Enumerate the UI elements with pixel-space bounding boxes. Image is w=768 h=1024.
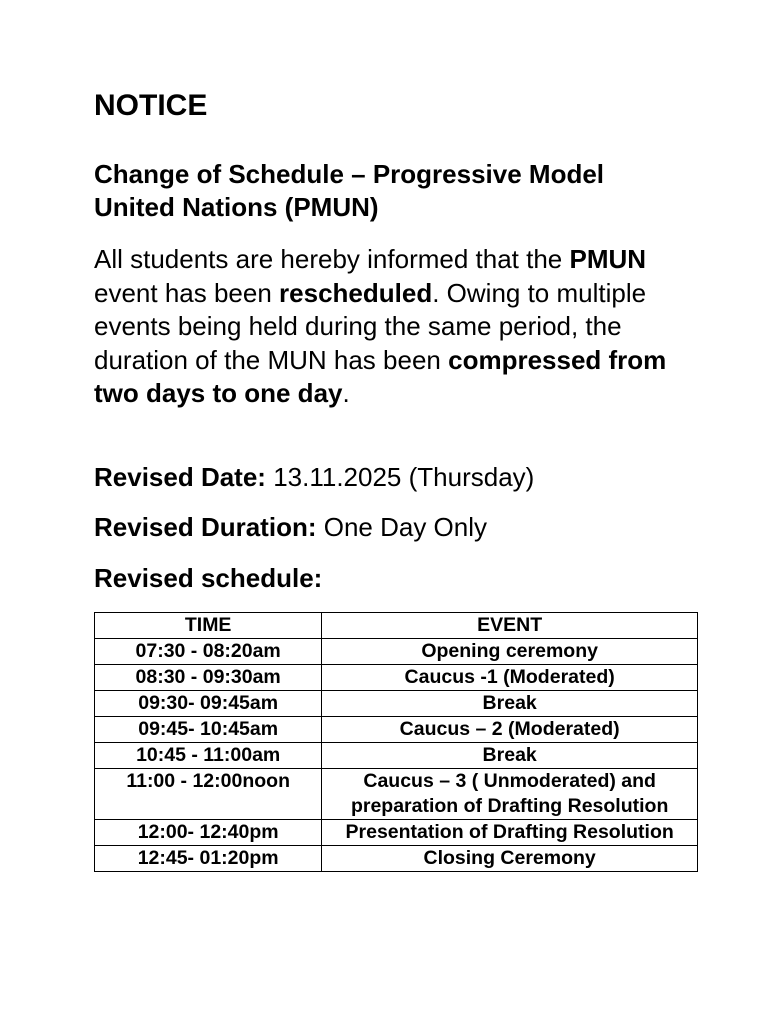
revised-date-value: 13.11.2025 (Thursday): [265, 462, 535, 492]
time-cell: 12:00- 12:40pm: [95, 820, 322, 846]
event-cell: Presentation of Drafting Resolution: [322, 820, 698, 846]
event-cell: Caucus -1 (Moderated): [322, 665, 698, 691]
table-row: [95, 743, 698, 769]
table-row: [95, 691, 698, 717]
time-cell: 11:00 - 12:00noon: [95, 769, 322, 820]
header-event: EVENT: [322, 613, 698, 639]
time-cell: 08:30 - 09:30am: [95, 665, 322, 691]
notice-subject: Change of Schedule – Progressive Model United Nations (PMUN): [94, 159, 605, 222]
event-cell: Break: [322, 743, 698, 769]
header-time: TIME: [95, 613, 322, 639]
schedule-header-row: [95, 613, 698, 639]
event-cell: Break: [322, 691, 698, 717]
table-row: [95, 846, 698, 872]
schedule-heading: Revised schedule:: [94, 563, 323, 593]
table-row: [95, 769, 698, 820]
time-cell: 10:45 - 11:00am: [95, 743, 322, 769]
event-cell: Closing Ceremony: [322, 846, 698, 872]
time-cell: 12:45- 01:20pm: [95, 846, 322, 872]
body-bold-compressed: compressed from two days to one day: [94, 344, 667, 409]
revised-duration-value: One Day Only: [316, 512, 488, 542]
time-cell: 07:30 - 08:20am: [95, 639, 322, 665]
table-row: [95, 717, 698, 743]
body-text-4: .: [342, 378, 350, 409]
notice-body: [94, 243, 674, 411]
revised-date: [94, 461, 534, 494]
event-cell: Opening ceremony: [322, 639, 698, 665]
body-bold-rescheduled: rescheduled: [279, 277, 433, 308]
notice-heading: NOTICE: [94, 89, 208, 122]
body-bold-pmun: PMUN: [569, 244, 647, 274]
time-cell: 09:30- 09:45am: [95, 691, 322, 717]
table-row: [95, 820, 698, 846]
event-cell: Caucus – 2 (Moderated): [322, 717, 698, 743]
body-text-3: . Owing to multiple events being held during the same period, the duration of the MUN has been: [94, 277, 647, 375]
time-cell: 09:45- 10:45am: [95, 717, 322, 743]
body-text-1: All students are hereby informed that the: [94, 244, 570, 274]
revised-duration: [94, 511, 487, 544]
table-row: [95, 665, 698, 691]
body-text-2: event has been: [94, 277, 280, 308]
table-row: [95, 639, 698, 665]
schedule-table: [94, 612, 698, 872]
revised-date-label: Revised Date:: [94, 462, 266, 492]
revised-duration-label: Revised Duration:: [94, 512, 317, 542]
event-cell: Caucus – 3 ( Unmoderated) and preparation of Drafting Resolution: [322, 769, 698, 820]
